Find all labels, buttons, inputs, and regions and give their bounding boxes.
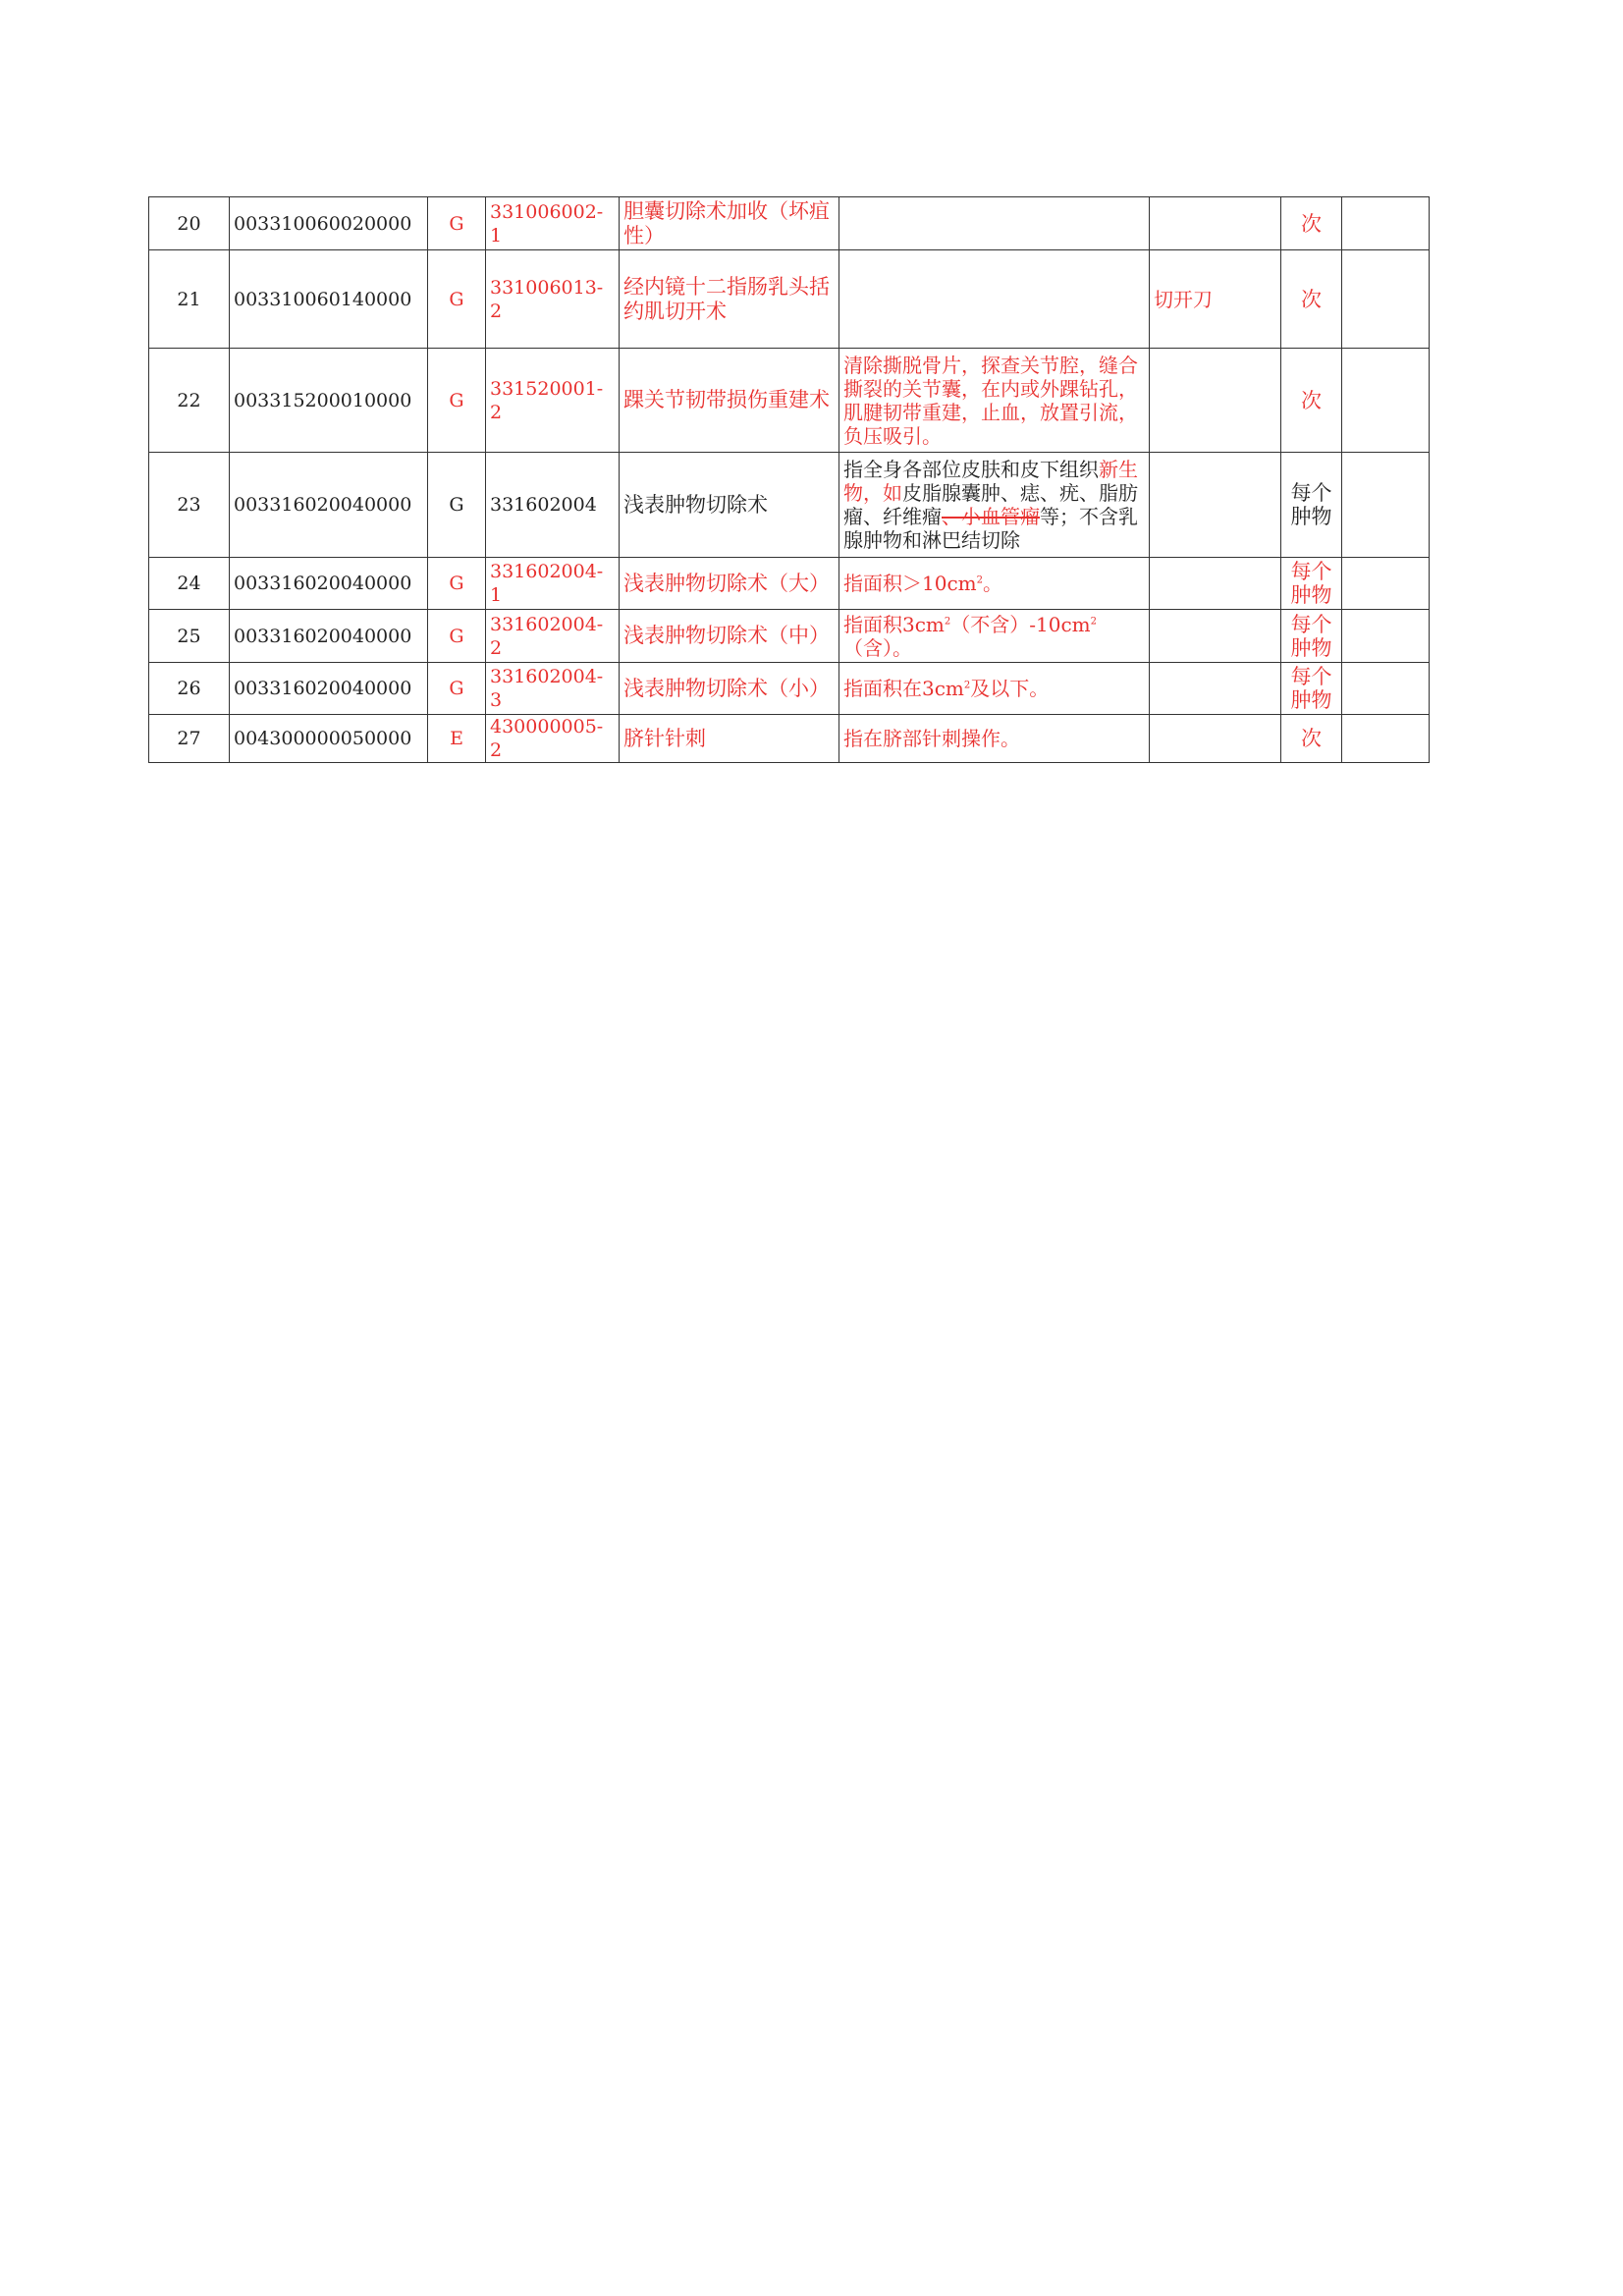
description-text: （含）。 [843, 635, 912, 660]
national-code: 003316020040000 [230, 610, 428, 663]
remark [1342, 453, 1430, 558]
national-code: 003310060020000 [230, 197, 428, 250]
category: G [428, 349, 486, 453]
remark [1342, 558, 1430, 610]
pricing-unit: 每个肿物 [1281, 558, 1342, 610]
row-number: 25 [149, 610, 230, 663]
superscript: 2 [963, 680, 971, 691]
description-text: 及以下。 [970, 677, 1050, 700]
national-code: 003315200010000 [230, 349, 428, 453]
table-row [149, 663, 1430, 715]
row-number: 22 [149, 349, 230, 453]
item-description: 指在脐部针刺操作。 [839, 715, 1150, 763]
superscript: 2 [976, 574, 983, 586]
item-name: 胆囊切除术加收（坏疽性） [620, 197, 839, 250]
row-number: 23 [149, 453, 230, 558]
item-name: 脐针针刺 [620, 715, 839, 763]
remark [1342, 250, 1430, 349]
remark [1342, 610, 1430, 663]
remark [1342, 715, 1430, 763]
national-code: 003316020040000 [230, 453, 428, 558]
pricing-unit: 次 [1281, 349, 1342, 453]
item-name: 浅表肿物切除术（小） [620, 663, 839, 715]
item-name: 浅表肿物切除术（中） [620, 610, 839, 663]
item-name: 浅表肿物切除术（大） [620, 558, 839, 610]
table-row [149, 453, 1430, 558]
pricing-unit: 每个肿物 [1281, 610, 1342, 663]
description-text: （不含）-10cm [950, 612, 1091, 636]
excluded-content: 切开刀 [1150, 250, 1281, 349]
item-code: 331006013-2 [486, 250, 620, 349]
item-code: 331602004-1 [486, 558, 620, 610]
category: G [428, 453, 486, 558]
excluded-content [1150, 558, 1281, 610]
row-number: 24 [149, 558, 230, 610]
remark [1342, 197, 1430, 250]
item-description [839, 663, 1150, 715]
description-text: 指全身各部位皮肤和皮下组织 [843, 458, 1099, 481]
excluded-content [1150, 663, 1281, 715]
item-code: 331520001-2 [486, 349, 620, 453]
national-code: 003316020040000 [230, 663, 428, 715]
pricing-unit: 次 [1281, 197, 1342, 250]
category: G [428, 610, 486, 663]
description-added-text: 新生物，如 [843, 458, 1138, 505]
item-description: 清除撕脱骨片，探查关节腔，缝合撕裂的关节囊，在内或外踝钻孔，肌腱韧带重建，止血，放置引流，负压吸引。 [839, 349, 1150, 453]
pricing-unit: 次 [1281, 250, 1342, 349]
table-row [149, 715, 1430, 763]
item-name: 浅表肿物切除术 [620, 453, 839, 558]
table-row [149, 558, 1430, 610]
item-description [839, 453, 1150, 558]
description-text: 指面积3cm [843, 612, 945, 636]
remark [1342, 349, 1430, 453]
category: G [428, 558, 486, 610]
description-deleted-text: 、小血管瘤 [942, 505, 1040, 528]
row-number: 27 [149, 715, 230, 763]
pricing-unit: 每个肿物 [1281, 453, 1342, 558]
description-text: 指面积＞10cm [843, 572, 977, 595]
item-code: 331602004-3 [486, 663, 620, 715]
fee-item-table [148, 196, 1430, 763]
excluded-content [1150, 349, 1281, 453]
table-row [149, 250, 1430, 349]
row-number: 21 [149, 250, 230, 349]
excluded-content [1150, 197, 1281, 250]
item-description [839, 610, 1150, 663]
row-number: 20 [149, 197, 230, 250]
item-description [839, 558, 1150, 610]
description-text: 指面积在3cm [843, 677, 964, 700]
item-code: 331602004 [486, 453, 620, 558]
table-row [149, 197, 1430, 250]
table-row [149, 349, 1430, 453]
pricing-unit: 每个肿物 [1281, 663, 1342, 715]
remark [1342, 663, 1430, 715]
description-text: 皮脂腺囊肿、痣、疣、脂肪瘤、纤维瘤 [843, 481, 1138, 528]
item-name: 经内镜十二指肠乳头括约肌切开术 [620, 250, 839, 349]
item-code: 331006002-1 [486, 197, 620, 250]
item-description [839, 197, 1150, 250]
excluded-content [1150, 715, 1281, 763]
superscript: 2 [944, 615, 951, 627]
excluded-content [1150, 610, 1281, 663]
item-description [839, 250, 1150, 349]
superscript: 2 [1090, 615, 1098, 627]
item-name: 踝关节韧带损伤重建术 [620, 349, 839, 453]
national-code: 003316020040000 [230, 558, 428, 610]
category: E [428, 715, 486, 763]
national-code: 003310060140000 [230, 250, 428, 349]
pricing-unit: 次 [1281, 715, 1342, 763]
category: G [428, 250, 486, 349]
table-row [149, 610, 1430, 663]
category: G [428, 663, 486, 715]
row-number: 26 [149, 663, 230, 715]
item-code: 331602004-2 [486, 610, 620, 663]
description-text: 。 [983, 572, 1002, 595]
excluded-content [1150, 453, 1281, 558]
description-text: 等；不含乳腺肿物和淋巴结切除 [843, 505, 1138, 552]
category: G [428, 197, 486, 250]
item-code: 430000005-2 [486, 715, 620, 763]
national-code: 004300000050000 [230, 715, 428, 763]
